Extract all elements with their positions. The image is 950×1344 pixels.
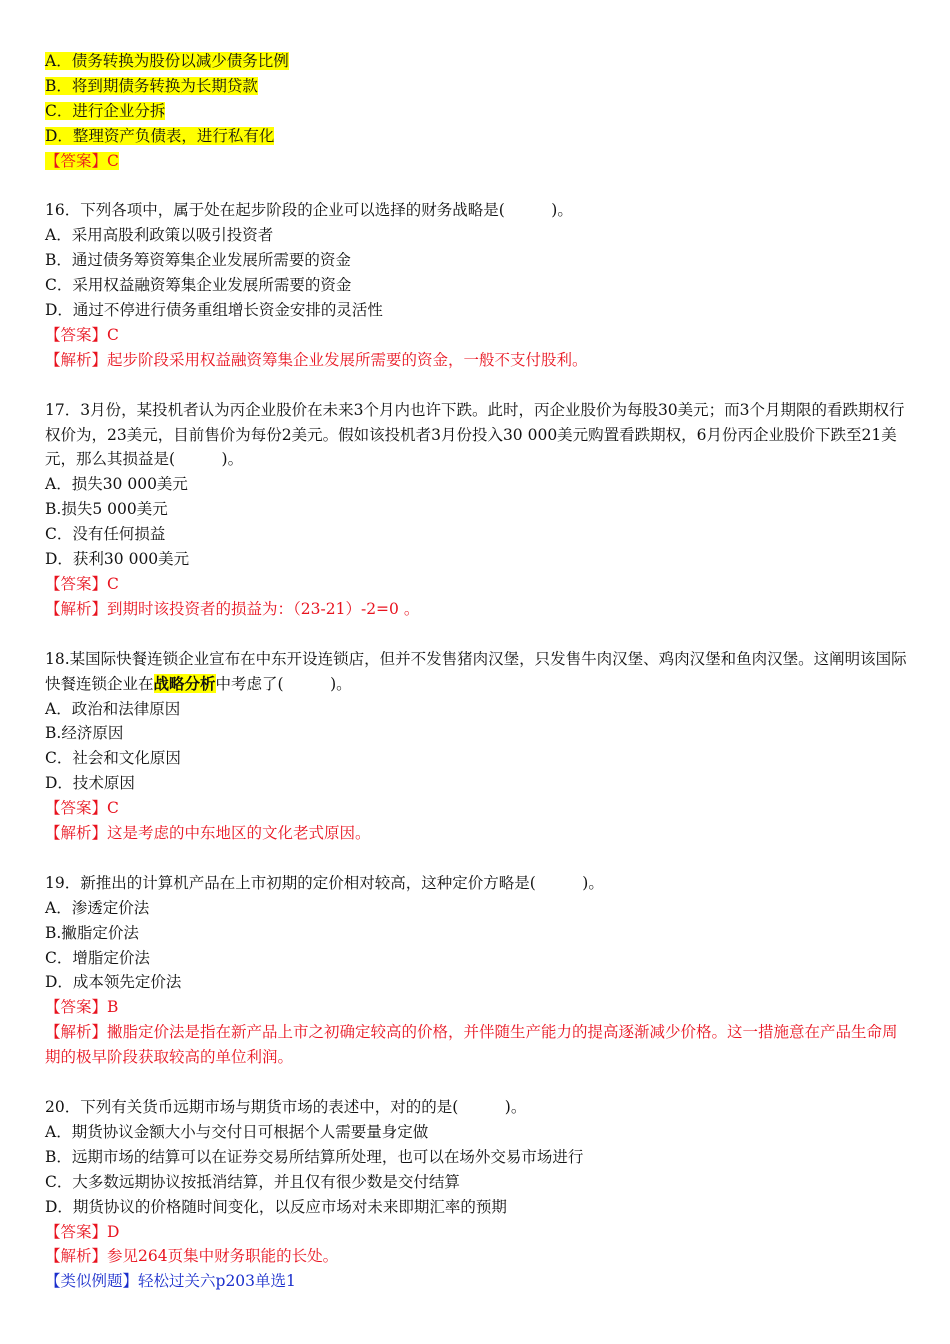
option-d: D．成本领先定价法 bbox=[45, 973, 182, 992]
stem-text-after: 中考虑了( )。 bbox=[215, 674, 352, 693]
option-a: A．政治和法律原因 bbox=[45, 699, 181, 718]
option-a: A．采用高股利政策以吸引投资者 bbox=[45, 226, 274, 245]
answer-line bbox=[45, 796, 907, 821]
analysis-line bbox=[45, 821, 907, 846]
analysis-text: 撇脂定价法是指在新产品上市之初确定较高的价格，并伴随生产能力的提高逐渐减少价格。这一措施意在产品生命周期的极早阶段获取较高的单位利润。 bbox=[45, 1023, 898, 1067]
question-stem: 17．3月份，某投机者认为丙企业股价在未来3个月内也许下跌。此时，丙企业股价为每股30美元；而3个月期限的看跌期权行权价为，23美元，目前售价为每份2美元。假如该投机者3月份投入30 000美元购置看跌期权，6月份丙企业股价下跌至21美元，那么其损益是( )。 bbox=[45, 400, 905, 469]
option-b: B.损失5 000美元 bbox=[45, 500, 168, 519]
analysis-label: 【解析】 bbox=[45, 599, 108, 618]
answer-value: B bbox=[107, 998, 119, 1017]
analysis-label: 【解析】 bbox=[45, 350, 108, 369]
option-b: B.经济原因 bbox=[45, 724, 124, 743]
analysis-line bbox=[45, 597, 907, 622]
question-16 bbox=[45, 198, 907, 372]
answer-label: 【答案】 bbox=[45, 1222, 108, 1241]
option-b: B.撇脂定价法 bbox=[45, 923, 139, 942]
similar-label: 【类似例题】 bbox=[45, 1272, 139, 1291]
option-b: B．将到期债务转换为长期贷款 bbox=[45, 76, 258, 95]
option-c: C．采用权益融资筹集企业发展所需要的资金 bbox=[45, 276, 352, 295]
answer-line bbox=[45, 152, 119, 170]
option-c: C．社会和文化原因 bbox=[45, 749, 181, 768]
answer-label: 【答案】 bbox=[45, 325, 108, 344]
option-a: A．期货协议金额大小与交付日可根据个人需要量身定做 bbox=[45, 1122, 429, 1141]
question-17 bbox=[45, 398, 907, 622]
option-d: D．通过不停进行债务重组增长资金安排的灵活性 bbox=[45, 301, 383, 320]
option-c: C．进行企业分拆 bbox=[45, 101, 166, 120]
analysis-label: 【解析】 bbox=[45, 1023, 108, 1042]
option-b: B．远期市场的结算可以在证券交易所结算所处理，也可以在场外交易市场进行 bbox=[45, 1147, 584, 1166]
analysis-label: 【解析】 bbox=[45, 824, 108, 843]
option-a: A．渗透定价法 bbox=[45, 898, 150, 917]
option-d: D．技术原因 bbox=[45, 774, 135, 793]
answer-label: 【答案】 bbox=[45, 998, 108, 1017]
answer-value: D bbox=[107, 1222, 120, 1241]
answer-value: C bbox=[107, 799, 119, 818]
answer-label: 【答案】 bbox=[45, 151, 108, 170]
answer-label: 【答案】 bbox=[45, 799, 108, 818]
option-a: A．损失30 000美元 bbox=[45, 475, 188, 494]
option-c: C．没有任何损益 bbox=[45, 525, 166, 544]
answer-line bbox=[45, 323, 907, 348]
stem-highlight: 战略分析 bbox=[153, 673, 216, 693]
stem-text-before: 18.某国际快餐连锁企业宣布在中东开设连锁店，但并不发售猪肉汉堡，只发售牛肉汉堡、鸡肉汉堡和鱼肉汉堡。这阐明该国际快餐连锁企业在 bbox=[45, 649, 907, 693]
similar-example-line bbox=[45, 1269, 907, 1294]
question-stem: 19．新推出的计算机产品在上市初期的定价相对较高，这种定价方略是( )。 bbox=[45, 873, 604, 892]
answer-value: C bbox=[107, 575, 119, 593]
analysis-line bbox=[45, 348, 907, 373]
answer-line bbox=[45, 572, 907, 597]
analysis-label: 【解析】 bbox=[45, 1247, 108, 1266]
answer-value: C bbox=[107, 325, 119, 344]
option-c: C．增脂定价法 bbox=[45, 948, 150, 967]
question-stem bbox=[45, 647, 907, 697]
answer-label: 【答案】 bbox=[45, 575, 108, 593]
option-d: D．期货协议的价格随时间变化，以反应市场对未来即期汇率的预期 bbox=[45, 1197, 507, 1216]
question-stem: 16．下列各项中，属于处在起步阶段的企业可以选择的财务战略是( )。 bbox=[45, 201, 573, 220]
document-page bbox=[45, 49, 907, 1294]
question-20 bbox=[45, 1095, 907, 1294]
question-15 bbox=[45, 49, 907, 174]
analysis-text: 这是考虑的中东地区的文化老式原因。 bbox=[107, 824, 371, 843]
question-stem: 20．下列有关货币远期市场与期货市场的表述中，对的的是( )。 bbox=[45, 1097, 527, 1116]
similar-text: 轻松过关六p203单选1 bbox=[138, 1272, 296, 1291]
question-18 bbox=[45, 647, 907, 846]
analysis-line bbox=[45, 1020, 907, 1070]
question-19 bbox=[45, 871, 907, 1070]
analysis-line bbox=[45, 1244, 907, 1269]
analysis-text: 参见264页集中财务职能的长处。 bbox=[107, 1247, 339, 1266]
answer-line bbox=[45, 1220, 907, 1245]
option-d: D．整理资产负债表，进行私有化 bbox=[45, 126, 275, 145]
analysis-text: 到期时该投资者的损益为：（23-21）-2=0 。 bbox=[107, 599, 420, 618]
answer-value: C bbox=[107, 151, 119, 170]
option-d: D．获利30 000美元 bbox=[45, 550, 190, 569]
option-b: B．通过债务筹资筹集企业发展所需要的资金 bbox=[45, 251, 351, 270]
answer-line bbox=[45, 995, 907, 1020]
option-c: C．大多数远期协议按抵消结算，并且仅有很少数是交付结算 bbox=[45, 1172, 460, 1191]
option-a: A．债务转换为股份以减少债务比例 bbox=[45, 52, 289, 70]
analysis-text: 起步阶段采用权益融资筹集企业发展所需要的资金，一般不支付股利。 bbox=[107, 350, 588, 369]
